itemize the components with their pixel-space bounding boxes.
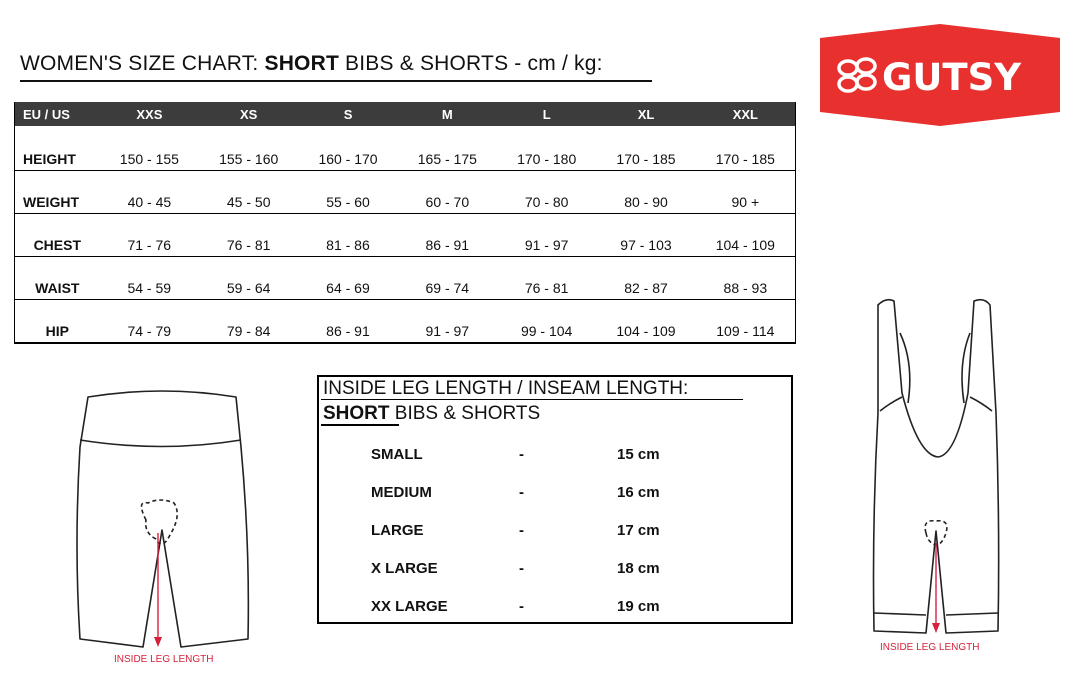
table-cell: 155 - 160	[219, 151, 279, 167]
table-cell: 71 - 76	[127, 237, 172, 253]
table-cell: 82 - 87	[624, 280, 668, 296]
table-row-weight	[15, 170, 795, 213]
header-cell: S	[343, 106, 353, 122]
inseam-dash: -	[519, 522, 524, 539]
inseam-size: XX LARGE	[371, 598, 448, 615]
inseam-length: 15 cm	[617, 446, 660, 463]
table-cell: 86 - 91	[326, 323, 370, 339]
inseam-subtitle	[323, 403, 540, 425]
table-cell: 60 - 70	[425, 194, 470, 210]
table-row-hip	[15, 299, 795, 342]
table-row-waist	[15, 256, 795, 299]
table-cell: 170 - 185	[715, 151, 775, 167]
row-label: CHEST	[33, 237, 82, 253]
table-cell: 74 - 79	[127, 323, 172, 339]
inseam-length: 18 cm	[617, 560, 660, 577]
header-cell: XXS	[136, 106, 163, 122]
table-cell: 90 +	[731, 194, 760, 210]
inseam-size: MEDIUM	[371, 484, 432, 501]
inseam-dash: -	[519, 560, 524, 577]
size-table	[14, 102, 796, 344]
header-cell: XS	[240, 106, 258, 122]
header-cell: XXL	[732, 106, 758, 122]
table-row-chest	[15, 213, 795, 256]
inseam-size: X LARGE	[371, 560, 438, 577]
inseam-title: INSIDE LEG LENGTH / INSEAM LENGTH:	[323, 378, 689, 399]
table-cell: 45 - 50	[226, 194, 271, 210]
table-cell: 81 - 86	[326, 237, 370, 253]
table-cell: 104 - 109	[715, 237, 775, 253]
table-cell: 104 - 109	[616, 323, 676, 339]
inseam-dash: -	[519, 484, 524, 501]
bibs-leg-label: INSIDE LEG LENGTH	[880, 642, 980, 653]
title-underline	[20, 80, 652, 82]
table-cell: 99 - 104	[520, 323, 573, 339]
table-cell: 91 - 97	[524, 237, 569, 253]
inseam-size: SMALL	[371, 446, 423, 463]
table-cell: 150 - 155	[119, 151, 179, 167]
row-label: HIP	[45, 323, 69, 339]
table-cell: 109 - 114	[716, 323, 775, 339]
shorts-leg-label: INSIDE LEG LENGTH	[114, 654, 214, 665]
inseam-subtitle-bold: SHORT	[323, 403, 390, 424]
bibs-illustration	[866, 293, 1006, 663]
table-cell: 170 - 185	[616, 151, 676, 167]
table-cell: 40 - 45	[127, 194, 172, 210]
title-bold: SHORT	[264, 52, 339, 75]
inseam-dash: -	[519, 598, 524, 615]
header-cell: EU / US	[23, 106, 70, 122]
inseam-dash: -	[519, 446, 524, 463]
table-cell: 64 - 69	[326, 280, 370, 296]
table-cell: 170 - 180	[517, 151, 577, 167]
header-cell: M	[441, 106, 453, 122]
table-cell: 76 - 81	[524, 280, 569, 296]
table-cell: 86 - 91	[425, 237, 470, 253]
header-cell: L	[542, 106, 551, 122]
title-prefix: WOMEN'S SIZE CHART:	[20, 52, 265, 75]
inseam-box	[317, 375, 793, 624]
table-cell: 79 - 84	[226, 323, 271, 339]
table-cell: 91 - 97	[425, 323, 470, 339]
inseam-subtitle-underline	[321, 424, 399, 426]
inseam-length: 16 cm	[617, 484, 660, 501]
table-cell: 59 - 64	[226, 280, 271, 296]
table-cell: 76 - 81	[226, 237, 271, 253]
row-label: WAIST	[35, 280, 80, 296]
row-label: HEIGHT	[23, 151, 76, 167]
inseam-subtitle-rest: BIBS & SHORTS	[389, 403, 541, 424]
table-row-height	[15, 126, 795, 170]
table-cell: 80 - 90	[624, 194, 668, 210]
table-cell: 165 - 175	[417, 151, 477, 167]
inseam-size: LARGE	[371, 522, 424, 539]
table-cell: 88 - 93	[723, 280, 768, 296]
logo-text: GUTSY	[882, 56, 1022, 99]
page-title	[20, 52, 603, 76]
table-cell: 69 - 74	[425, 280, 470, 296]
table-cell: 54 - 59	[127, 280, 172, 296]
title-suffix: BIBS & SHORTS - cm / kg:	[338, 52, 603, 75]
inseam-length: 19 cm	[617, 598, 660, 615]
table-cell: 97 - 103	[620, 237, 672, 253]
table-cell: 70 - 80	[524, 194, 569, 210]
gutsy-logo	[820, 24, 1060, 126]
row-label: WEIGHT	[23, 194, 79, 210]
header-cell: XL	[637, 106, 655, 122]
table-cell: 160 - 170	[318, 151, 378, 167]
shorts-illustration	[70, 385, 260, 670]
inseam-length: 17 cm	[617, 522, 660, 539]
inseam-title-underline	[321, 399, 743, 400]
table-cell: 55 - 60	[326, 194, 370, 210]
size-table-header	[15, 102, 795, 126]
